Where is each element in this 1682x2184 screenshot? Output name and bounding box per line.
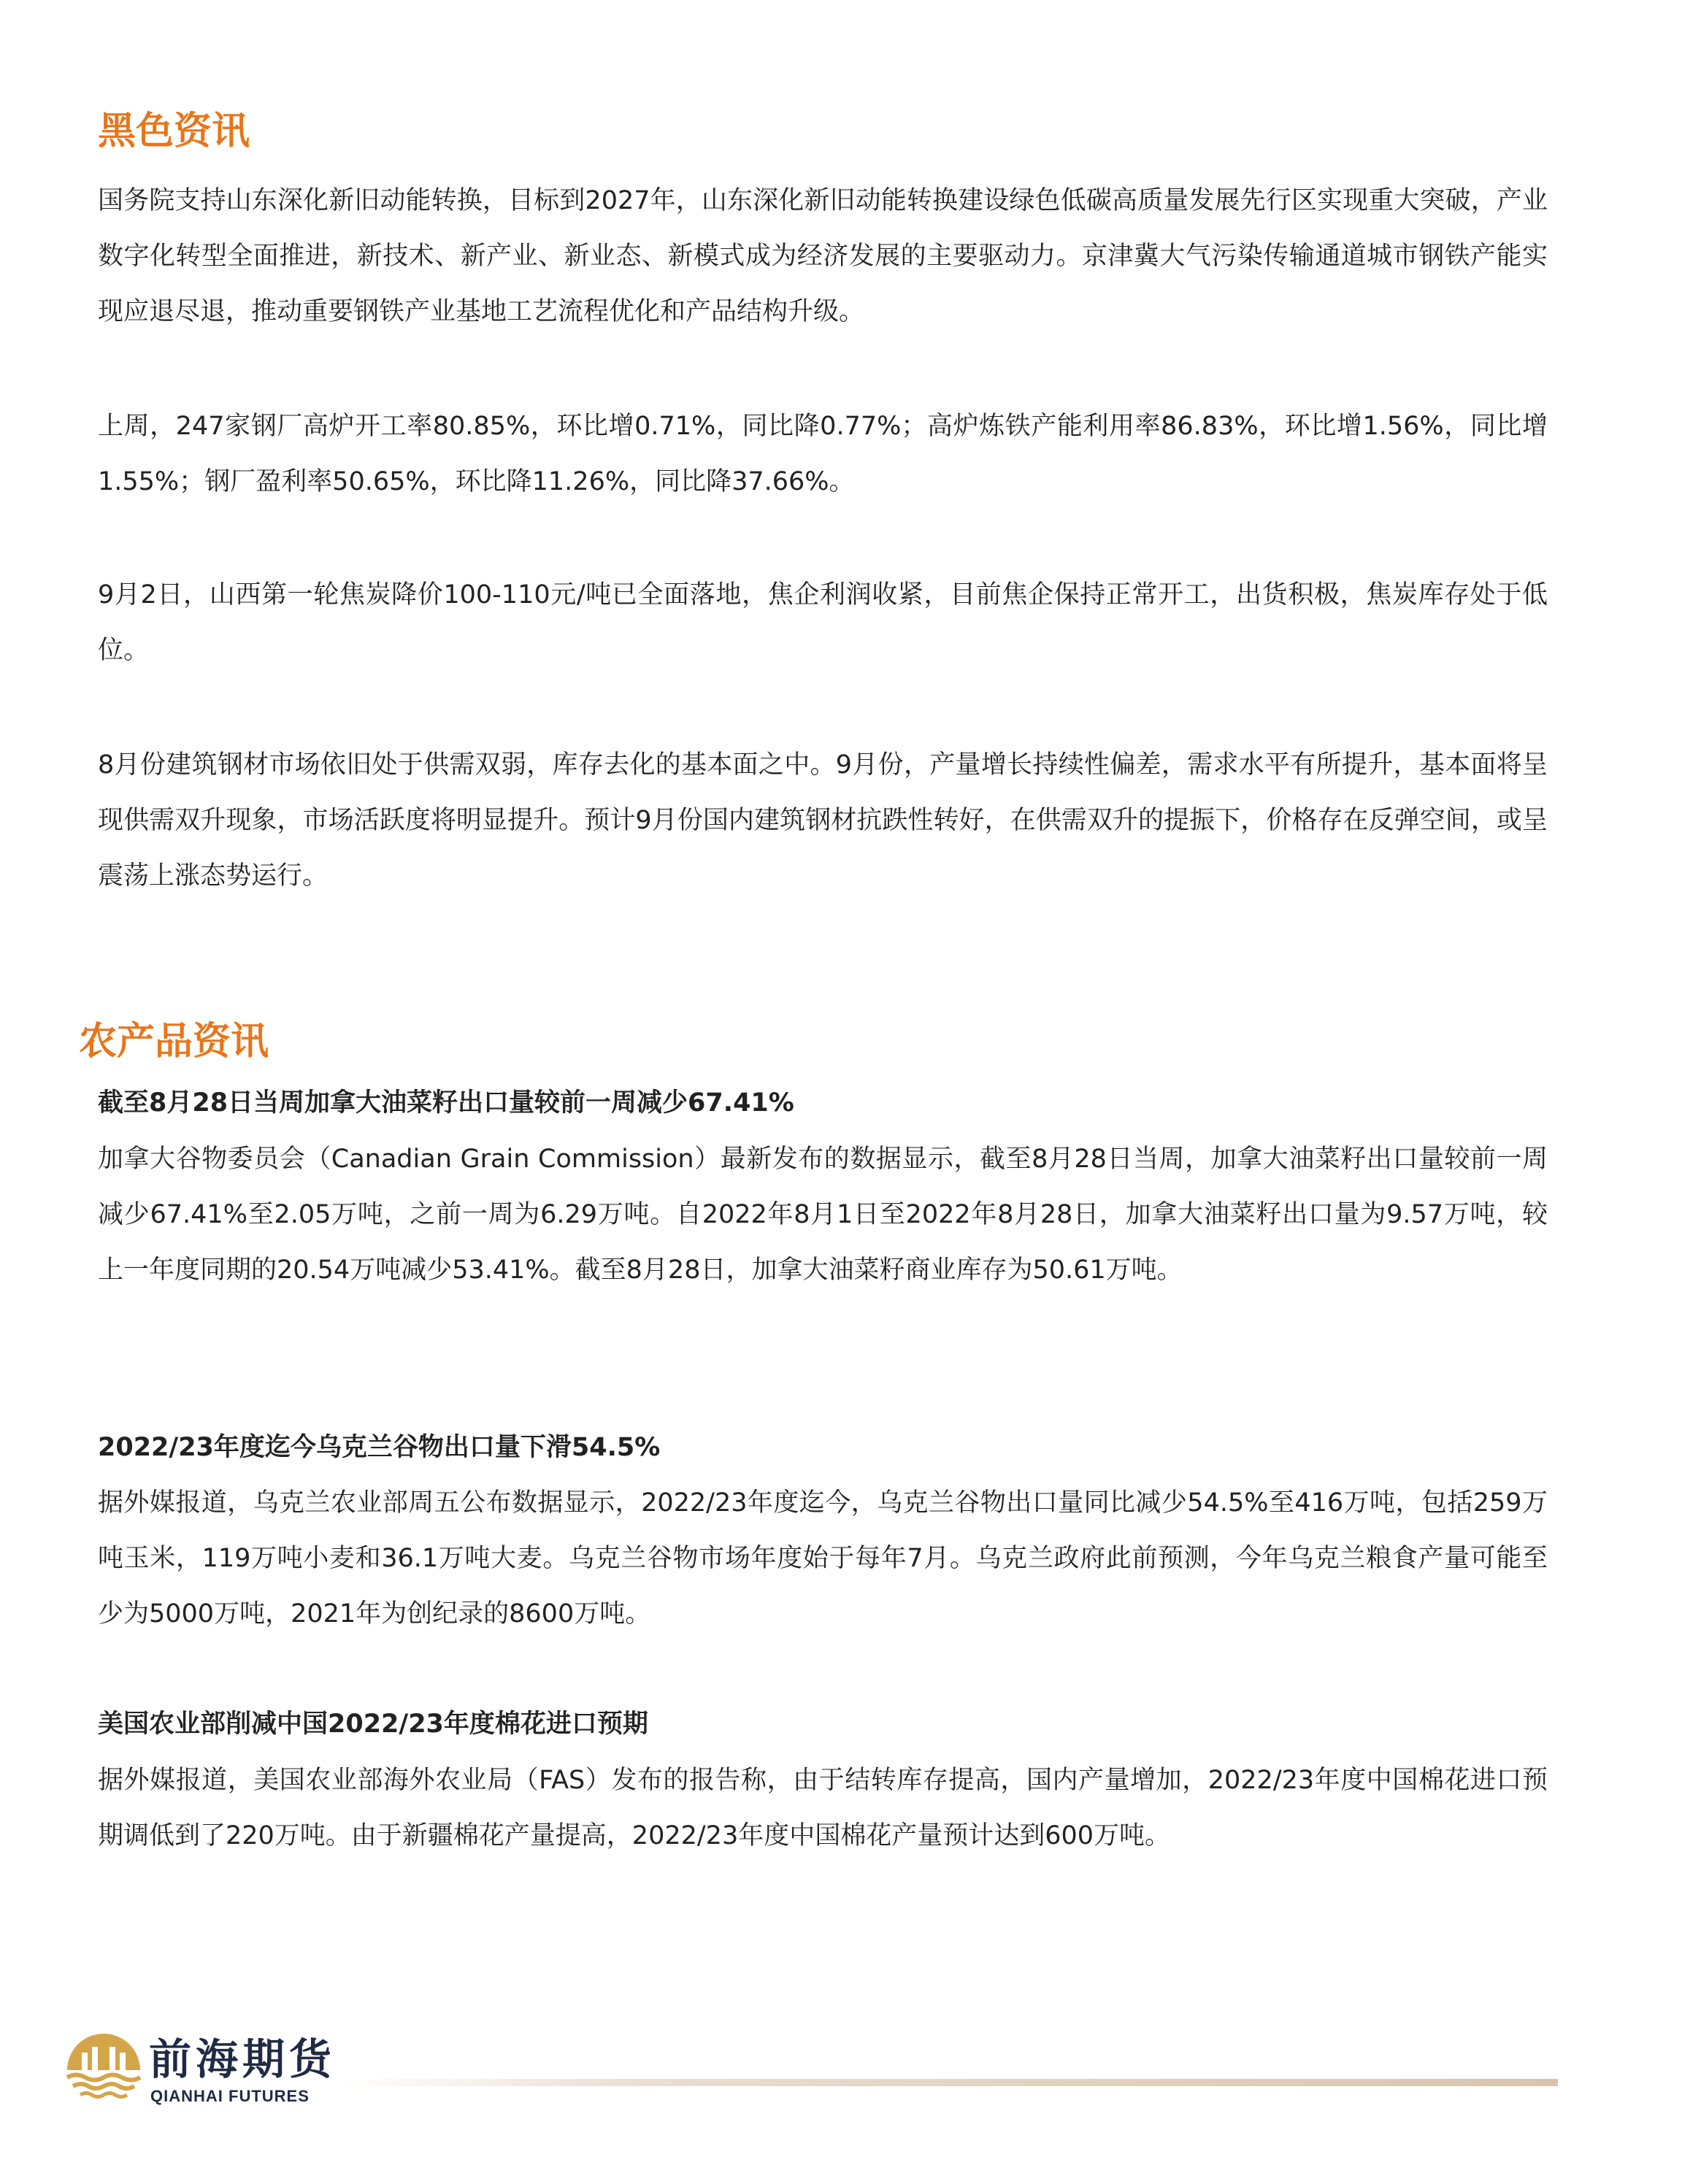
logo-cn-text: 前海期货	[149, 2034, 337, 2084]
paragraph: 9月2日，山西第一轮焦炭降价100-110元/吨已全面落地，焦企利润收紧，目前焦企保持正常开工，出货积极，焦炭库存处于低位。	[98, 580, 1548, 665]
paragraph: 上周，247家钢厂高炉开工率80.85%，环比增0.71%，同比降0.77%；高炉炼铁产能利用率86.83%，环比增1.56%，同比增1.55%；钢厂盈利率50.65%，环比降11.26%，同比降37.66%。	[98, 412, 1548, 496]
news-body: 据外媒报道，乌克兰农业部周五公布数据显示，2022/23年度迄今，乌克兰谷物出口量同比减少54.5%至416万吨，包括259万吨玉米，119万吨小麦和36.1万吨大麦。乌克兰谷物市场年度始于每年7月。乌克兰政府此前预测，今年乌克兰粮食产量可能至少为5000万吨，2021年为创纪录的8600万吨。	[98, 1488, 1548, 1629]
paragraph: 8月份建筑钢材市场依旧处于供需双弱，库存去化的基本面之中。9月份，产量增长持续性偏差，需求水平有所提升，基本面将呈现供需双升现象，市场活跃度将明显提升。预计9月份国内建筑钢材抗跌性转好，在供需双升的提振下，价格存在反弹空间，或呈震荡上涨态势运行。	[98, 750, 1548, 891]
news-body: 据外媒报道，美国农业部海外农业局（FAS）发布的报告称，由于结转库存提高，国内产量增加，2022/23年度中国棉花进口预期调低到了220万吨。由于新疆棉花产量提高，2022/23年度中国棉花产量预计达到600万吨。	[98, 1766, 1548, 1850]
section-title-agri: 农产品资讯	[79, 1020, 269, 1064]
qianhai-sun-wave-icon	[63, 2031, 145, 2104]
news-headline: 截至8月28日当周加拿大油菜籽出口量较前一周减少67.41%	[98, 1088, 794, 1118]
logo-en-text: QIANHAI FUTURES	[150, 2087, 310, 2105]
news-headline: 2022/23年度迄今乌克兰谷物出口量下滑54.5%	[98, 1433, 661, 1462]
news-headline: 美国农业部削减中国2022/23年度棉花进口预期	[98, 1710, 648, 1739]
paragraph: 国务院支持山东深化新旧动能转换，目标到2027年，山东深化新旧动能转换建设绿色低碳高质量发展先行区实现重大突破，产业数字化转型全面推进，新技术、新产业、新业态、新模式成为经济发展的主要驱动力。京津冀大气污染传输通道城市钢铁产能实现应退尽退，推动重要钢铁产业基地工艺流程优化和产品结构升级。	[98, 186, 1548, 326]
section-title-black: 黑色资讯	[98, 109, 250, 153]
footer-divider	[343, 2079, 1558, 2086]
company-logo	[63, 2031, 340, 2104]
news-body: 加拿大谷物委员会（Canadian Grain Commission）最新发布的数据显示，截至8月28日当周，加拿大油菜籽出口量较前一周减少67.41%至2.05万吨，之前一周为6.29万吨。自2022年8月1日至2022年8月28日，加拿大油菜籽出口量为9.57万吨，较上一年度同期的20.54万吨减少53.41%。截至8月28日，加拿大油菜籽商业库存为50.61万吨。	[98, 1145, 1548, 1285]
